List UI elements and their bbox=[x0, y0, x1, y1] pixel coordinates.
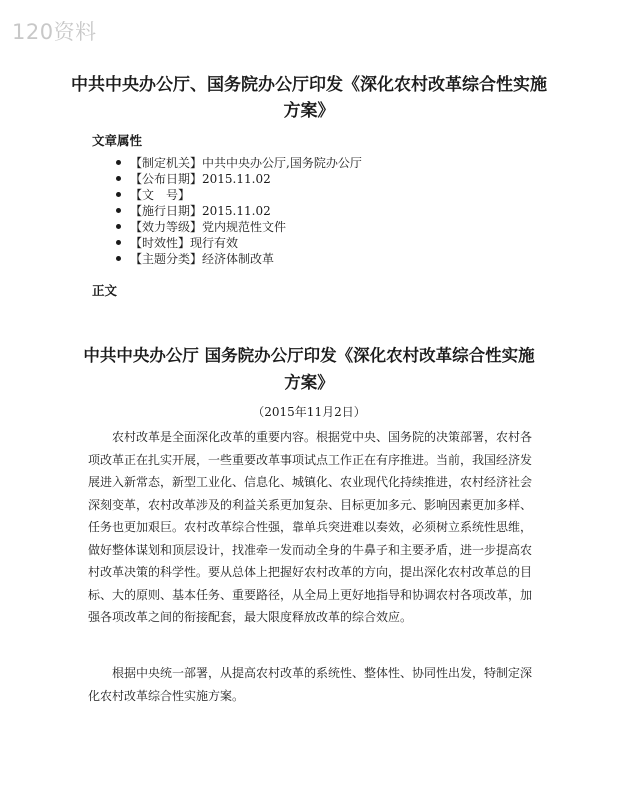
body-paragraph: 根据中央统一部署，从提高农村改革的系统性、整体性、协同性出发，特制定深化农村改革综合性实施方案。 bbox=[88, 666, 533, 703]
attribute-authority-level: 【效力等级】党内规范性文件 bbox=[116, 219, 362, 235]
attributes-list bbox=[116, 155, 362, 267]
attributes-heading: 文章属性 bbox=[92, 133, 143, 148]
attribute-effective-date: 【施行日期】2015.11.02 bbox=[116, 203, 362, 219]
body-paragraph: 农村改革是全面深化改革的重要内容。根据党中央、国务院的决策部署，农村各项改革正在扎实开展，一些重要改革事项试点工作正在有序推进。当前，我国经济发展进入新常态，新型工业化、信息化、城镇化、农业现代化持续推进，农村经济社会深刻变革，农村改革涉及的利益关系更加复杂、目标更加多元、影响因素更加多样、任务也更加艰巨。农村改革综合性强，靠单兵突进难以奏效，必须树立系统性思维，做好整体谋划和顶层设计，找准牵一发而动全身的牛鼻子和主要矛盾，进一步提高农村改革决策的科学性。要从总体上把握好农村改革的方向，提出深化农村改革总的目标、大的原则、基本任务、重要路径，从全局上更好地指导和协调农村各项改革，加强各项改革之间的衔接配套，最大限度释放改革的综合效应。 bbox=[88, 430, 533, 624]
attribute-validity: 【时效性】现行有效 bbox=[116, 235, 362, 251]
body-heading: 正文 bbox=[92, 283, 118, 298]
article-date: （2015年11月2日） bbox=[252, 405, 366, 419]
document-title: 中共中央办公厅、国务院办公厅印发《深化农村改革综合性实施方案》 bbox=[71, 75, 547, 121]
attribute-issuer: 【制定机关】中共中央办公厅,国务院办公厅 bbox=[116, 155, 362, 171]
attribute-subject-category: 【主题分类】经济体制改革 bbox=[116, 251, 362, 267]
attribute-publish-date: 【公布日期】2015.11.02 bbox=[116, 171, 362, 187]
article-title: 中共中央办公厅 国务院办公厅印发《深化农村改革综合性实施方案》 bbox=[83, 346, 535, 392]
watermark-logo: 120资料 bbox=[12, 20, 97, 44]
attribute-document-number: 【文 号】 bbox=[116, 187, 362, 203]
